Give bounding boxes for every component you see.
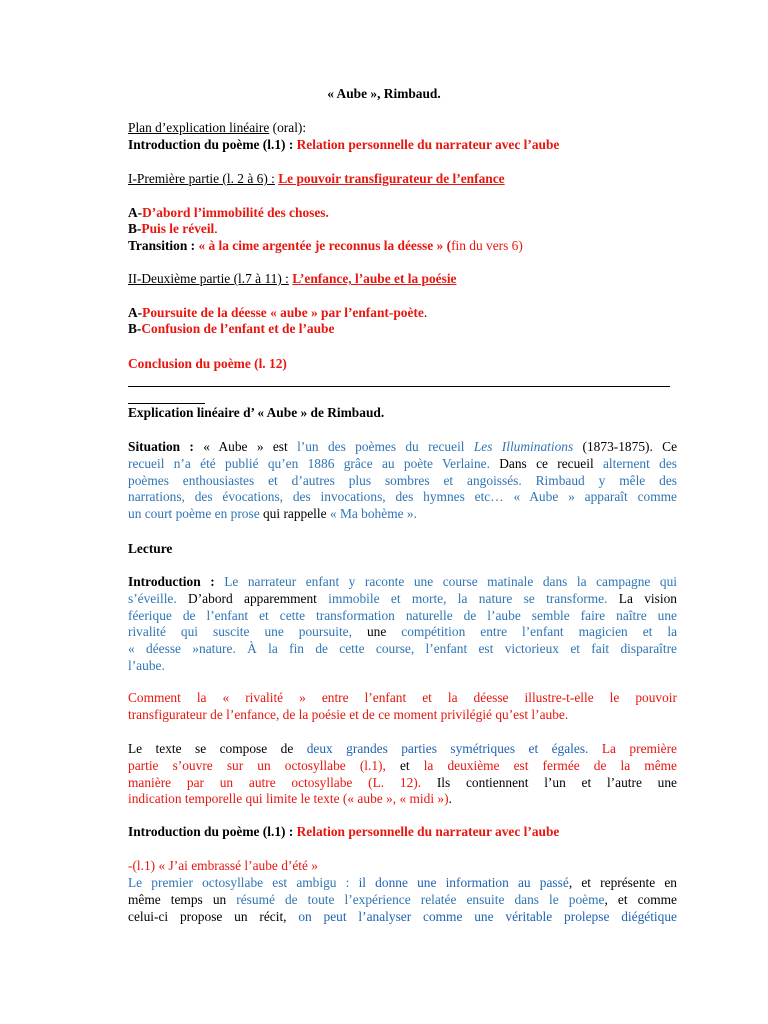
plan-part1-b-text: Puis le réveil [141,221,215,236]
plan-part2-a-dot: . [423,305,428,320]
text-run: l’aube. [128,657,165,673]
text-run: narrations, des évocations, des invocations, des hymnes etc… « Aube » apparaît comme [128,489,677,505]
text-run: et [385,757,424,773]
text-run: , et représente en [568,875,678,890]
text-run: (1873-1875). Ce [573,439,678,454]
plan-part1-a-letter: A- [128,205,143,220]
plan-transition-quote: « à la cime argentée je reconnus la déesse » ( [198,238,452,253]
plan-part2-a-letter: A- [128,305,143,320]
text-run: compétition entre l’enfant magicien et la [401,624,678,640]
plan-intro-line [128,137,559,154]
text-line [128,875,677,892]
text-run: Comment la « rivalité » entre l’enfant et la déesse illustre-t-elle le pouvoir [128,690,677,705]
separator-line-short [128,403,205,404]
plan-part1-value: Le pouvoir transfigurateur de l’enfance [278,171,505,186]
text-run: indication temporelle qui limite le texte (« aube », « midi ») [128,791,449,807]
verse-quote: -(l.1) « J’ai embrassé l’aube d’été » [128,858,318,873]
plan-part2-b [128,321,334,338]
plan-transition-end: fin du vers 6) [451,238,523,253]
text-run: transfigurateur de l’enfance, de la poésie et de ce moment privilégié qu’est l’aube. [128,706,569,722]
text-run: rivalité qui suscite une poursuite, [128,624,352,640]
text-run: féerique de l’enfant et cette transformation naturelle de l’aube semble faire naître une [128,607,677,623]
text-run: Dans ce recueil [489,455,603,471]
text-line [128,641,677,658]
text-line [128,775,677,792]
text-run: . [448,791,452,807]
explication-heading: Explication linéaire d’ « Aube » de Rimbaud. [128,405,385,420]
text-line [128,439,677,456]
plan-part1-b-dot: . [214,221,218,236]
text-run: Rimbaud y mêle des [521,472,677,488]
text-line [128,473,677,490]
text-line [128,707,677,724]
plan-part2-value: L’enfance, l’aube et la poésie [292,271,457,286]
text-run: un court poème en prose [128,506,260,522]
text-run: « Aube » est [193,439,298,454]
text-line [128,608,677,625]
plan-part1-b [128,221,218,238]
plan-part1-line [128,171,505,188]
text-line [128,909,677,926]
plan-transition-label: Transition : [128,238,199,253]
text-run: Le premier octosyllabe est ambigu : [128,875,359,890]
plan-part2-a [128,305,427,322]
text-line [128,489,677,506]
plan-heading-suffix: (oral): [269,120,307,135]
problematique-paragraph [128,690,677,724]
text-run: D’abord apparemment [176,590,329,606]
plan-heading-line [128,120,306,137]
text-run: La première [588,741,677,756]
plan-conclusion: Conclusion du poème (l. 12) [128,356,287,371]
text-run: recueil n’a été publié qu’en 1886 grâce au poète Verlaine. [128,455,490,471]
text-run: poèmes enthousiastes et d’autres plus sombres et angoissés. [128,472,522,488]
analysis-lines [128,875,677,925]
text-run: Les Illuminations [473,439,574,454]
plan-part1-a-text: D’abord l’immobilité des choses. [142,205,329,220]
introduction-lines [128,574,677,675]
plan-intro-label: Introduction du poème (l.1) : [128,137,297,152]
text-run: La vision [607,590,677,606]
situation-lines [128,439,677,523]
text-line [128,690,677,707]
plan-part2-a-text: Poursuite de la déesse « aube » par l’enfant-poète [142,305,424,320]
paragraph-label: Situation : [128,439,194,454]
text-run: « Ma bohème ». [329,506,417,522]
text-run: alternent des [602,455,677,471]
text-run: immobile et morte, la nature se transforme. [328,590,608,606]
text-line [128,624,677,641]
situation-paragraph [128,439,677,523]
plan-part1-label: I-Première partie (l. 2 à 6) : [128,171,275,186]
plan-part2-b-text: Confusion de l’enfant et de l’aube [141,321,335,336]
text-run: qui rappelle [259,506,330,522]
text-run: l’un des poèmes du recueil [297,439,474,454]
plan-part2-b-letter: B- [128,321,142,336]
text-run: résumé de toute l’expérience relatée ensuite dans le poème [236,891,605,907]
intro2-value: Relation personnelle du narrateur avec l’aube [296,824,560,839]
separator-line [128,386,670,387]
intro2-label: Introduction du poème (l.1) : [128,824,297,839]
text-line [128,741,677,758]
text-run: s’éveille. [128,590,177,606]
plan-part2-line [128,271,457,288]
analysis-paragraph [128,875,677,925]
problematique-lines [128,690,677,724]
text-run: même temps un [128,891,237,907]
text-run: , et comme [604,891,678,907]
text-line [128,758,677,775]
text-run: celui-ci propose un récit, [128,908,299,924]
text-run: partie s’ouvre sur un octosyllabe (l.1), [128,757,386,773]
text-run: on peut l’analyser comme une véritable prolepse diégétique [298,908,677,924]
text-run: Ils contiennent l’un et l’autre une [421,774,677,790]
text-run: Le narrateur enfant y raconte une course matinale dans la campagne qui [214,574,677,589]
text-line [128,574,677,591]
text-line [128,791,677,808]
intro2-line [128,824,559,841]
structure-lines [128,741,677,808]
structure-paragraph [128,741,677,808]
plan-part1-b-letter: B- [128,221,142,236]
plan-heading: Plan d’explication linéaire [128,120,270,135]
text-run: la deuxième est fermée de la même [423,757,677,773]
text-run: Le texte se compose de [128,741,307,756]
document-title: « Aube », Rimbaud. [327,86,441,101]
text-run: deux grandes parties symétriques et égales. [306,741,589,756]
text-line [128,591,677,608]
plan-intro-value: Relation personnelle du narrateur avec l’aube [296,137,560,152]
paragraph-label: Introduction : [128,574,215,589]
lecture-heading: Lecture [128,541,173,556]
text-line [128,658,677,675]
plan-part1-a [128,205,329,222]
text-run: manière par un autre octosyllabe (L. 12). [128,774,422,790]
text-line [128,506,677,523]
text-run: il donne une information au passé [358,875,569,890]
text-line [128,892,677,909]
text-run: une [351,624,402,640]
text-line [128,456,677,473]
introduction-paragraph [128,574,677,675]
plan-part2-label: II-Deuxième partie (l.7 à 11) : [128,271,289,286]
plan-transition [128,238,523,255]
text-run: « déesse »nature. À la fin de cette course, l’enfant est victorieux et fait disparaître [128,641,677,657]
